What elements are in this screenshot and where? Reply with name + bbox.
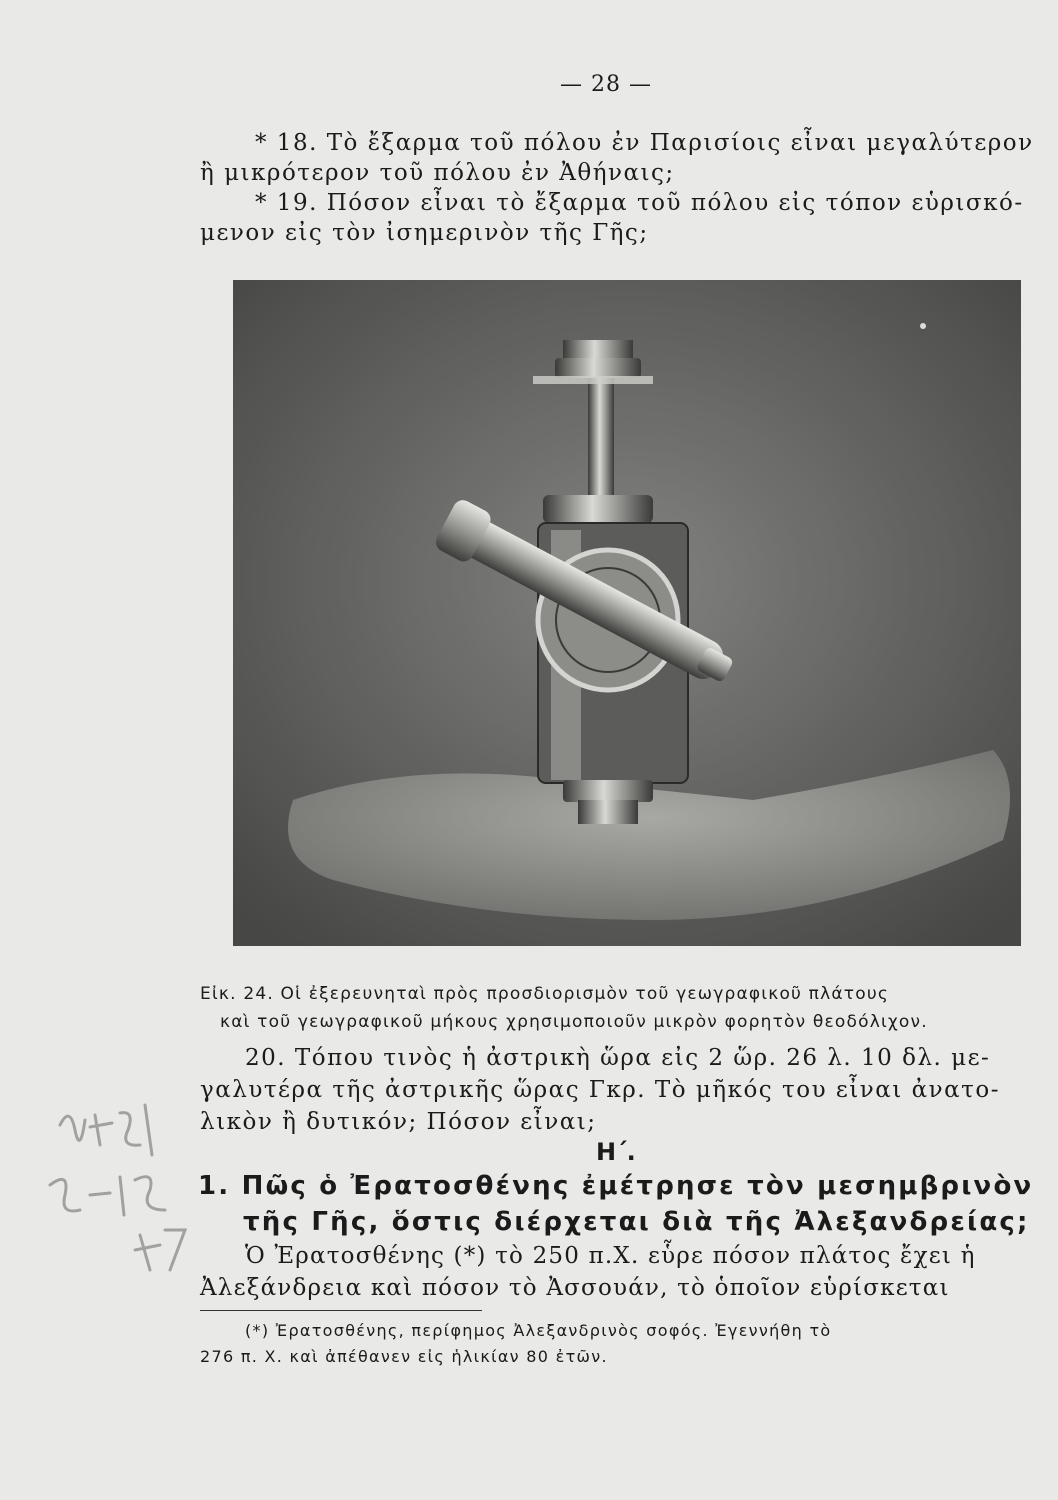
question-20 — [200, 1042, 1040, 1138]
caption-line-2: καὶ τοῦ γεωγραφικοῦ μήκους χρησιμοποιοῦν μικρὸν φορητὸν θεοδόλιχον. — [220, 1012, 928, 1032]
footnote-line-2: 276 π. Χ. καὶ ἀπέθανεν εἰς ἡλικίαν 80 ἐτῶν. — [200, 1347, 608, 1366]
section-heading-line-2: τῆς Γῆς, ὅστις διέρχεται διὰ τῆς Ἀλεξανδρείας; — [243, 1207, 1030, 1237]
caption-line-1: Εἰκ. 24. Οἱ ἐξερευνηταὶ πρὸς προσδιορισμὸν τοῦ γεωγραφικοῦ πλάτους — [200, 984, 890, 1004]
question-18 — [200, 128, 1050, 188]
body-line-1: Ὁ Ἐρατοσθένης (*) τὸ 250 π.Χ. εὗρε πόσον πλάτος ἔχει ἡ — [245, 1243, 976, 1269]
section-heading — [198, 1168, 1048, 1240]
figure-caption — [200, 980, 1040, 1036]
body-paragraph — [200, 1240, 1040, 1304]
handwritten-pencil-note — [40, 1085, 190, 1275]
page-number: — 28 — — [560, 72, 652, 97]
question-20-line-2: γαλυτέρα τῆς ἀστρικῆς ὥρας Γκρ. Τὸ μῆκός του εἶναι ἀνατο- — [200, 1077, 1001, 1103]
footnote-line-1: (*) Ἐρατοσθένης, περίφημος Ἀλεξανδρινὸς σοφός. Ἐγεννήθη τὸ — [245, 1321, 832, 1340]
question-18-line-2: ἢ μικρότερον τοῦ πόλου ἐν Ἀθήναις; — [200, 160, 675, 186]
question-20-line-1: 20. Τόπου τινὸς ἡ ἀστρικὴ ὥρα εἰς 2 ὥρ. 26 λ. 10 δλ. με- — [245, 1045, 991, 1071]
question-19-line-2: μενον εἰς τὸν ἰσημερινὸν τῆς Γῆς; — [200, 220, 649, 246]
footnote — [200, 1318, 1040, 1370]
theodolite-illustration — [233, 280, 1021, 946]
section-heading-line-1: 1. Πῶς ὁ Ἐρατοσθένης ἐμέτρησε τὸν μεσημβρινὸν — [198, 1171, 1034, 1201]
question-19-line-1: * 19. Πόσον εἶναι τὸ ἔξαρμα τοῦ πόλου εἰς τόπον εὑρισκό- — [255, 190, 1024, 216]
question-18-line-1: * 18. Τὸ ἔξαρμα τοῦ πόλου ἐν Παρισίοις εἶναι μεγαλύτερον — [255, 130, 1034, 156]
question-20-line-3: λικὸν ἢ δυτικόν; Πόσον εἶναι; — [200, 1109, 597, 1135]
chapter-mark: Η΄. — [596, 1138, 636, 1166]
question-19 — [200, 188, 1050, 248]
footnote-divider — [200, 1310, 482, 1311]
theodolite-photo — [233, 280, 1021, 946]
body-line-2: Ἀλεξάνδρεια καὶ πόσον τὸ Ἀσσουάν, τὸ ὁποῖον εὑρίσκεται — [200, 1275, 950, 1301]
